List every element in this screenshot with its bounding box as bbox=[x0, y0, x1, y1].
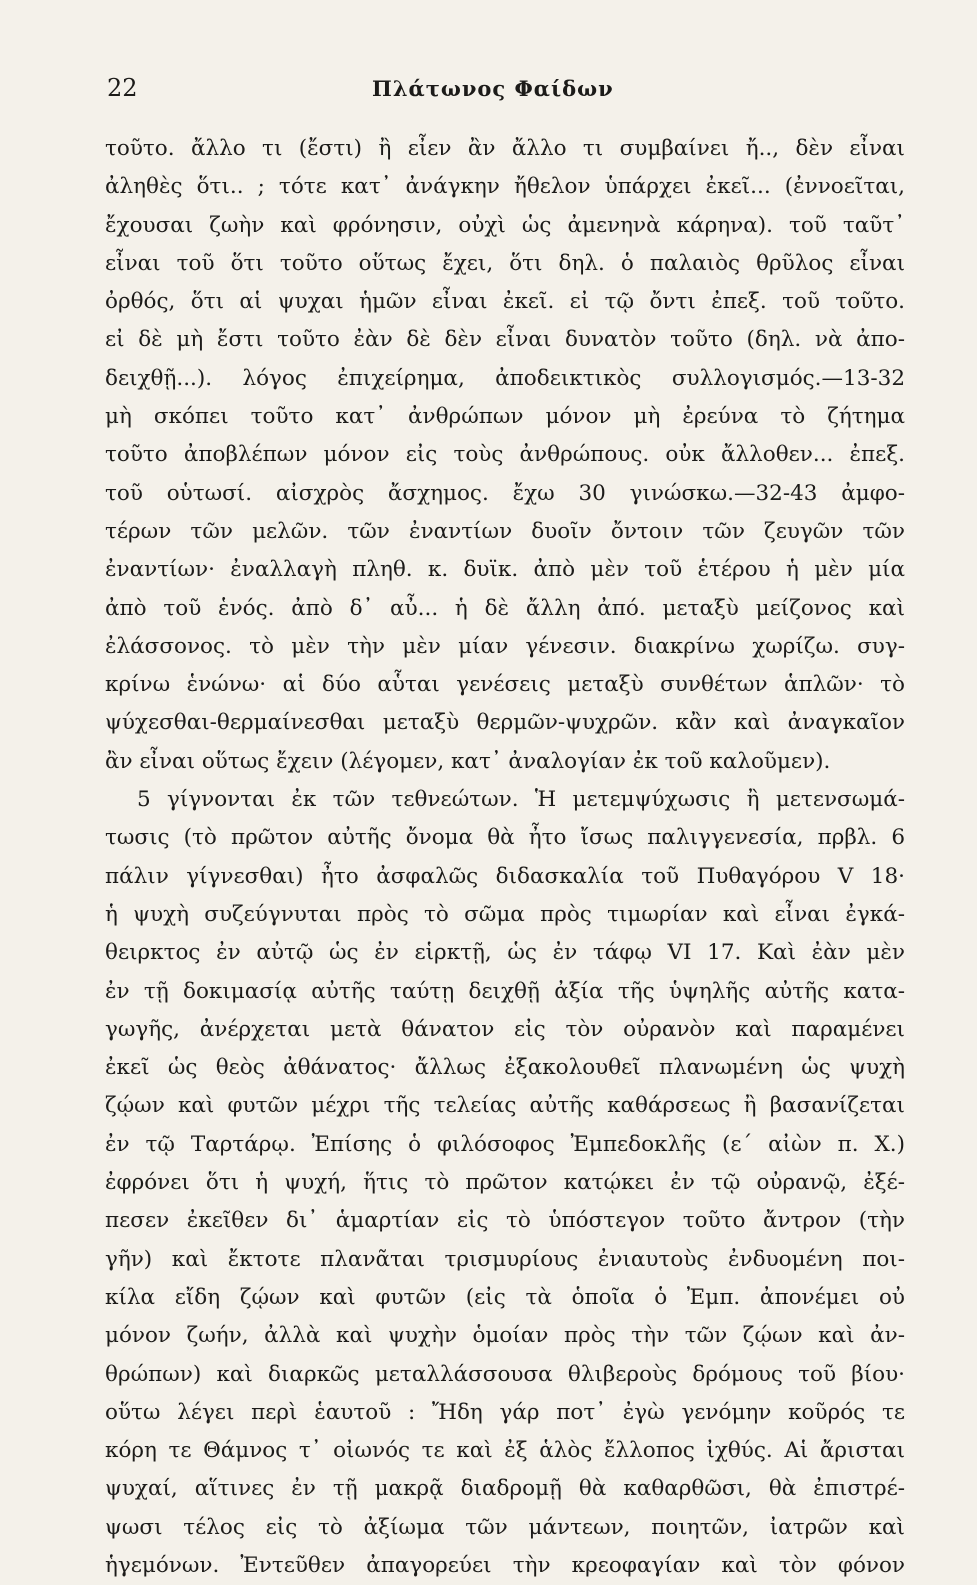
text-line: ἂν εἶναι οὕτως ἔχειν (λέγομεν, κατ᾽ ἀναλογίαν ἐκ τοῦ καλοῦμεν). bbox=[105, 748, 831, 774]
text-line: ψυχαί, αἵτινες ἐν τῇ μακρᾷ διαδρομῇ θὰ καθαρθῶσι, θὰ ἐπιστρέ- bbox=[105, 1476, 905, 1502]
text-line: πεσεν ἐκεῖθεν δι᾽ ἁμαρτίαν εἰς τὸ ὑπόστεγον τοῦτο ἄντρον (τὴν bbox=[105, 1208, 905, 1234]
text-line: ἡ ψυχὴ συζεύγνυται πρὸς τὸ σῶμα πρὸς τιμωρίαν καὶ εἶναι ἐγκά- bbox=[105, 901, 905, 927]
text-line: μὴ σκόπει τοῦτο κατ᾽ ἀνθρώπων μόνον μὴ ἐρεύνα τὸ ζήτημα bbox=[105, 404, 905, 430]
running-title: Πλάτωνος Φαίδων bbox=[372, 76, 614, 101]
text-line: ψύχεσθαι-θερμαίνεσθαι μεταξὺ θερμῶν-ψυχρῶν. κἂν καὶ ἀναγκαῖον bbox=[105, 710, 905, 736]
text-line: πάλιν γίγνεσθαι) ἦτο ἀσφαλῶς διδασκαλία τοῦ Πυθαγόρου V 18· bbox=[105, 863, 905, 889]
text-line: εἰ δὲ μὴ ἔστι τοῦτο ἐὰν δὲ δὲν εἶναι δυνατὸν τοῦτο (δηλ. νὰ ἀπο- bbox=[105, 327, 905, 353]
page-header bbox=[107, 74, 897, 114]
text-line: γωγῆς, ἀνέρχεται μετὰ θάνατον εἰς τὸν οὐρανὸν καὶ παραμένει bbox=[105, 1016, 905, 1042]
text-line: ὀρθός, ὅτι αἱ ψυχαι ἡμῶν εἶναι ἐκεῖ. εἰ τῷ ὄντι ἐπεξ. τοῦ τοῦτο. bbox=[105, 289, 905, 315]
text-line: κρίνω ἑνώνω· αἱ δύο αὗται γενέσεις μεταξὺ συνθέτων ἁπλῶν· τὸ bbox=[105, 672, 905, 698]
text-line: ἐναντίων· ἐναλλαγὴ πληθ. κ. δυϊκ. ἀπὸ μὲν τοῦ ἑτέρου ἡ μὲν μία bbox=[105, 557, 905, 583]
text-line: ψωσι τέλος εἰς τὸ ἀξίωμα τῶν μάντεων, ποιητῶν, ἰατρῶν καὶ bbox=[105, 1514, 905, 1540]
text-line: ἐλάσσονος. τὸ μὲν τὴν μὲν μίαν γένεσιν. διακρίνω χωρίζω. συγ- bbox=[105, 633, 905, 659]
text-line: ἐν τῷ Ταρτάρῳ. Ἐπίσης ὁ φιλόσοφος Ἐμπεδοκλῆς (ε´ αἰὼν π. Χ.) bbox=[105, 1131, 905, 1157]
text-line: ἡγεμόνων. Ἐντεῦθεν ἀπαγορεύει τὴν κρεοφαγίαν καὶ τὸν φόνον bbox=[105, 1552, 905, 1578]
commentary-text bbox=[105, 130, 905, 1585]
text-line: ἔχουσαι ζωὴν καὶ φρόνησιν, οὐχὶ ὡς ἀμενηνὰ κάρηνα). τοῦ ταῦτ᾽ bbox=[105, 212, 905, 238]
text-line: τοῦτο. ἄλλο τι (ἔστι) ἢ εἶεν ἂν ἄλλο τι συμβαίνει ἤ.., δὲν εἶναι bbox=[105, 136, 905, 161]
text-line: τέρων τῶν μελῶν. τῶν ἐναντίων δυοῖν ὄντοιν τῶν ζευγῶν τῶν bbox=[105, 518, 905, 544]
text-line: τοῦτο ἀποβλέπων μόνον εἰς τοὺς ἀνθρώπους. οὐκ ἄλλοθεν... ἐπεξ. bbox=[105, 442, 905, 468]
text-line: ἀληθὲς ὅτι.. ; τότε κατ᾽ ἀνάγκην ἤθελον ὑπάρχει ἐκεῖ... (ἐννοεῖται, bbox=[105, 174, 905, 200]
text-line: ζῴων καὶ φυτῶν μέχρι τῆς τελείας αὐτῆς καθάρσεως ἢ βασανίζεται bbox=[105, 1093, 905, 1119]
text-line: ἐν τῇ δοκιμασίᾳ αὐτῆς ταύτῃ δειχθῇ ἀξία τῆς ὑψηλῆς αὐτῆς κατα- bbox=[105, 978, 905, 1004]
page-number: 22 bbox=[107, 74, 138, 102]
text-line: θρώπων) καὶ διαρκῶς μεταλλάσσουσα θλιβεροὺς δρόμους τοῦ βίου· bbox=[105, 1361, 905, 1387]
text-line: ἐκεῖ ὡς θεὸς ἀθάνατος· ἄλλως ἐξακολουθεῖ πλανωμένη ὡς ψυχὴ bbox=[105, 1055, 905, 1081]
text-line: δειχθῇ...). λόγος ἐπιχείρημα, ἀποδεικτικὸς συλλογισμός.—13-32 bbox=[105, 365, 905, 391]
text-line: 5 γίγνονται ἐκ τῶν τεθνεώτων. Ἡ μετεμψύχωσις ἢ μετενσωμά- bbox=[137, 787, 905, 813]
text-line: κόρη τε Θάμνος τ᾽ οἰωνός τε καὶ ἐξ ἁλὸς ἔλλοπος ἰχθύς. Αἱ ἄρισται bbox=[105, 1438, 905, 1464]
text-line: θειρκτος ἐν αὐτῷ ὡς ἐν εἱρκτῇ, ὡς ἐν τάφῳ VI 17. Καὶ ἐὰν μὲν bbox=[105, 940, 905, 966]
text-line: κίλα εἴδη ζῴων καὶ φυτῶν (εἰς τὰ ὁποῖα ὁ Ἐμπ. ἀπονέμει οὐ bbox=[105, 1284, 905, 1310]
text-line: γῆν) καὶ ἔκτοτε πλανᾶται τρισμυρίους ἐνιαυτοὺς ἐνδυομένη ποι- bbox=[105, 1246, 905, 1272]
text-line: εἶναι τοῦ ὅτι τοῦτο οὕτως ἔχει, ὅτι δηλ. ὁ παλαιὸς θρῦλος εἶναι bbox=[105, 250, 905, 276]
text-line: οὕτω λέγει περὶ ἑαυτοῦ : Ἤδη γάρ ποτ᾽ ἐγὼ γενόμην κοῦρός τε bbox=[105, 1399, 905, 1425]
text-line: μόνον ζωήν, ἀλλὰ καὶ ψυχὴν ὁμοίαν πρὸς τὴν τῶν ζῴων καὶ ἀν- bbox=[105, 1323, 905, 1349]
text-line: ἀπὸ τοῦ ἑνός. ἀπὸ δ᾽ αὖ... ἡ δὲ ἄλλη ἀπό. μεταξὺ μείζονος καὶ bbox=[105, 595, 905, 621]
text-line: τοῦ οὑτωσί. αἰσχρὸς ἄσχημος. ἔχω 30 γινώσκω.—32-43 ἀμφο- bbox=[105, 480, 905, 506]
text-line: τωσις (τὸ πρῶτον αὐτῆς ὄνομα θὰ ἦτο ἴσως παλιγγενεσία, πρβλ. 6 bbox=[105, 825, 905, 851]
text-line: ἐφρόνει ὅτι ἡ ψυχή, ἥτις τὸ πρῶτον κατῴκει ἐν τῷ οὐρανῷ, ἐξέ- bbox=[105, 1170, 905, 1196]
